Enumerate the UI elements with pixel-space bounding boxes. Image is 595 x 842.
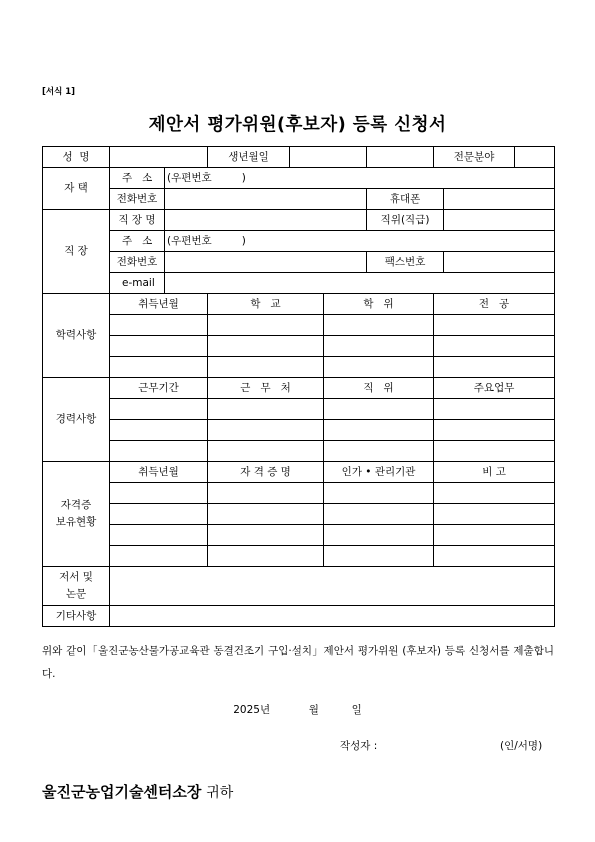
form-number-label: [서식 1]	[42, 87, 76, 97]
career-row[interactable]	[43, 441, 555, 462]
workplace-field[interactable]	[165, 210, 367, 231]
specialty-label: 전문분야	[434, 147, 515, 168]
document-title: 제안서 평가위원(후보자) 등록 신청서	[148, 115, 447, 135]
certificates-label-line2: 보유현황	[55, 516, 97, 528]
education-header-major: 전 공	[434, 294, 555, 315]
work-address-field[interactable]	[165, 231, 555, 252]
certificates-label-line1: 자격증	[60, 499, 92, 511]
recipient-name: 울진군농업기술센터소장	[42, 783, 202, 801]
certificate-header-date: 취득년월	[110, 462, 208, 483]
birth-date-label: 생년월일	[208, 147, 290, 168]
work-section-label: 직 장	[43, 210, 110, 294]
education-header-date: 취득년월	[110, 294, 208, 315]
career-row[interactable]	[43, 399, 555, 420]
writer-label: 작성자 :	[340, 740, 378, 752]
career-header-position: 직 위	[324, 378, 434, 399]
certificates-section-label	[43, 462, 110, 567]
home-address-label: 주 소	[110, 168, 165, 189]
mobile-label: 휴대폰	[367, 189, 444, 210]
career-row[interactable]	[43, 420, 555, 441]
education-section-label: 학력사항	[43, 294, 110, 378]
career-header-duties: 주요업무	[434, 378, 555, 399]
home-phone-field[interactable]	[165, 189, 367, 210]
fax-label: 팩스번호	[367, 252, 444, 273]
position-field[interactable]	[444, 210, 555, 231]
career-section-label: 경력사항	[43, 378, 110, 462]
education-row[interactable]	[43, 357, 555, 378]
declaration-statement: 위와 같이「울진군농산물가공교육관 동결건조기 구입·설치」제안서 평가위원 (후보자) 등록 신청서를 제출합니다.	[42, 645, 554, 680]
certificate-row[interactable]	[43, 483, 555, 504]
home-section-label: 자 택	[43, 168, 110, 210]
certificate-header-note: 비 고	[434, 462, 555, 483]
application-form-table	[42, 146, 555, 627]
email-field[interactable]	[165, 273, 555, 294]
mobile-field[interactable]	[444, 189, 555, 210]
date-day: 일	[351, 704, 362, 716]
position-label: 직위(직급)	[367, 210, 444, 231]
signature-label: (인/서명)	[500, 740, 543, 752]
certificate-row[interactable]	[43, 525, 555, 546]
education-header-degree: 학 위	[324, 294, 434, 315]
recipient	[42, 781, 233, 802]
work-phone-label: 전화번호	[110, 252, 165, 273]
home-address-field[interactable]	[165, 168, 555, 189]
home-phone-label: 전화번호	[110, 189, 165, 210]
work-address-label: 주 소	[110, 231, 165, 252]
career-header-period: 근무기간	[110, 378, 208, 399]
publications-label-line1: 저서 및	[59, 571, 93, 583]
work-zip-label: (우편번호 )	[167, 234, 246, 247]
name-label: 성 명	[43, 147, 110, 168]
certificate-row[interactable]	[43, 504, 555, 525]
gap-cell[interactable]	[367, 147, 434, 168]
email-label: e-mail	[110, 273, 165, 294]
other-label: 기타사항	[43, 606, 110, 627]
work-phone-field[interactable]	[165, 252, 367, 273]
other-field[interactable]	[110, 606, 555, 627]
personal-info-row	[43, 147, 555, 168]
home-zip-label: (우편번호 )	[167, 171, 246, 184]
publications-label	[43, 567, 110, 606]
certificate-header-authority: 인가 • 관리기관	[324, 462, 434, 483]
education-row[interactable]	[43, 315, 555, 336]
date-year: 2025년	[233, 704, 271, 716]
career-header-workplace: 근 무 처	[208, 378, 324, 399]
workplace-label: 직 장 명	[110, 210, 165, 231]
specialty-field[interactable]	[515, 147, 555, 168]
certificate-row[interactable]	[43, 546, 555, 567]
publications-field[interactable]	[110, 567, 555, 606]
name-field[interactable]	[110, 147, 208, 168]
fax-field[interactable]	[444, 252, 555, 273]
date-month: 월	[308, 704, 319, 716]
education-header-school: 학 교	[208, 294, 324, 315]
certificate-header-name: 자 격 증 명	[208, 462, 324, 483]
education-row[interactable]	[43, 336, 555, 357]
recipient-suffix: 귀하	[206, 785, 234, 801]
application-date	[0, 702, 595, 717]
birth-date-field[interactable]	[290, 147, 367, 168]
publications-label-line2: 논문	[65, 588, 87, 600]
